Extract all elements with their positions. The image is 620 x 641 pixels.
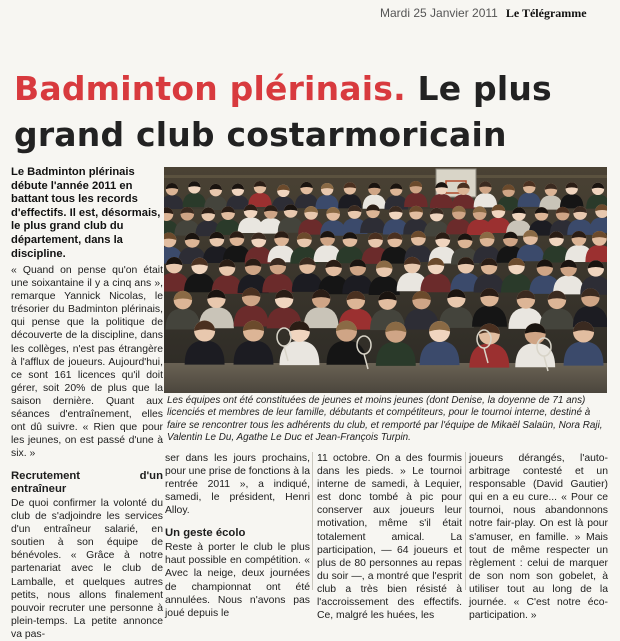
paragraph-intro: « Quand on pense qu'on était une soixantaine il y a cinq ans », remarque Yannick Nicolas, le trésorier du Badminton plérinais, qui pense que la politique de découverte de la discipline, dans les collèges, n'est pas étrangère à l'afflux de joueurs. Aujourd'hui, ce sont 161 licences qu'il doit gérer, soit 20% de plus que la saison dernière. Quant aux séances d'entraînement, elles ont dû suivre. « Rien que pour les jeunes, on est passé d'une à six. » bbox=[11, 265, 163, 460]
team-photo-illustration bbox=[164, 167, 607, 393]
paragraph-competition: Reste à porter le club le plus haut possible en compétition. « Avec la neige, deux journées de championnat ont été annulées. Nous n'avons pas joué depuis le bbox=[165, 542, 310, 619]
masthead bbox=[380, 6, 612, 22]
paragraph-tournament: 11 octobre. On a des fourmis dans les pieds. » Le tournoi interne de samedi, à Lequier, est donc tombé à pic pour conserver aux joueurs leur motivation, même s'il était totalement amical. La participation, — 64 joueurs et plus de 80 personnes au repas du soir —, a montré que l'esprit club a très bien résisté à l'accroissement des effectifs. Ce, malgré les huées, les bbox=[317, 453, 462, 622]
newspaper-name: Le Télégramme bbox=[505, 6, 587, 20]
column-divider bbox=[312, 452, 313, 590]
paragraph-recruitment: De quoi confirmer la volonté du club de s'adjoindre les services d'un entraîneur salarié, en soutien à son équipe de bénévoles. « Grâce à notre partenariat avec le club de Lamballe, et quelques autres petits, nous allons finalement pouvoir recruter une personne à plein-temps. La petite annonce va pas- bbox=[11, 498, 163, 640]
article-column-4 bbox=[469, 452, 608, 622]
article-headline bbox=[14, 66, 614, 158]
subheading-recruitment: Recrutement d'un entraîneur bbox=[11, 470, 163, 496]
publication-date: Mardi 25 Janvier 2011 bbox=[380, 6, 498, 20]
paragraph-president: ser dans les jours prochains, pour une prise de fonctions à la rentrée 2011 », a indiqué, samedi, le président, Henri Alloy. bbox=[165, 453, 310, 517]
photo-caption: Les équipes ont été constituées de jeunes et moins jeunes (dont Denise, la doyenne de 71 ans) licenciés et membres de leur famille, débutants et compétiteurs, pour le tournoi interne, destiné à faire se rencontrer tous les adhérents du club, et remporté par l'équipe de Mikaël Salaün, Nora Raji, Valentin Le Du, Agathe Le Duc et Jean-François Turpin. bbox=[167, 395, 603, 443]
subheading-eco: Un geste écolo bbox=[165, 527, 246, 540]
article-column-1 bbox=[11, 264, 163, 641]
article-column-3 bbox=[317, 452, 462, 622]
headline-main: Le plus grand club costarmoricain bbox=[14, 69, 552, 154]
team-photo bbox=[164, 167, 607, 393]
column-divider bbox=[465, 452, 466, 590]
headline-kicker: Badminton plérinais. bbox=[14, 69, 406, 108]
article-column-2 bbox=[165, 452, 310, 620]
article-lead: Le Badminton plérinais débute l'année 2011 en battant tous les records d'effectifs. Il est, désormais, le plus grand club du département, dans la discipline. bbox=[11, 166, 161, 260]
paragraph-fairplay: joueurs dérangés, l'auto-arbitrage contesté et un responsable (David Gautier) qui en a eu cure... « Pour ce tournoi, nous abandonnons notre fair-play. On est là pour s'amuser, en famille. » Mais tout de même respecter un règlement : celui de marquer de son nom son gobelet, à utiliser tout au long de la journée. « C'est notre éco-participation. » bbox=[469, 453, 608, 622]
